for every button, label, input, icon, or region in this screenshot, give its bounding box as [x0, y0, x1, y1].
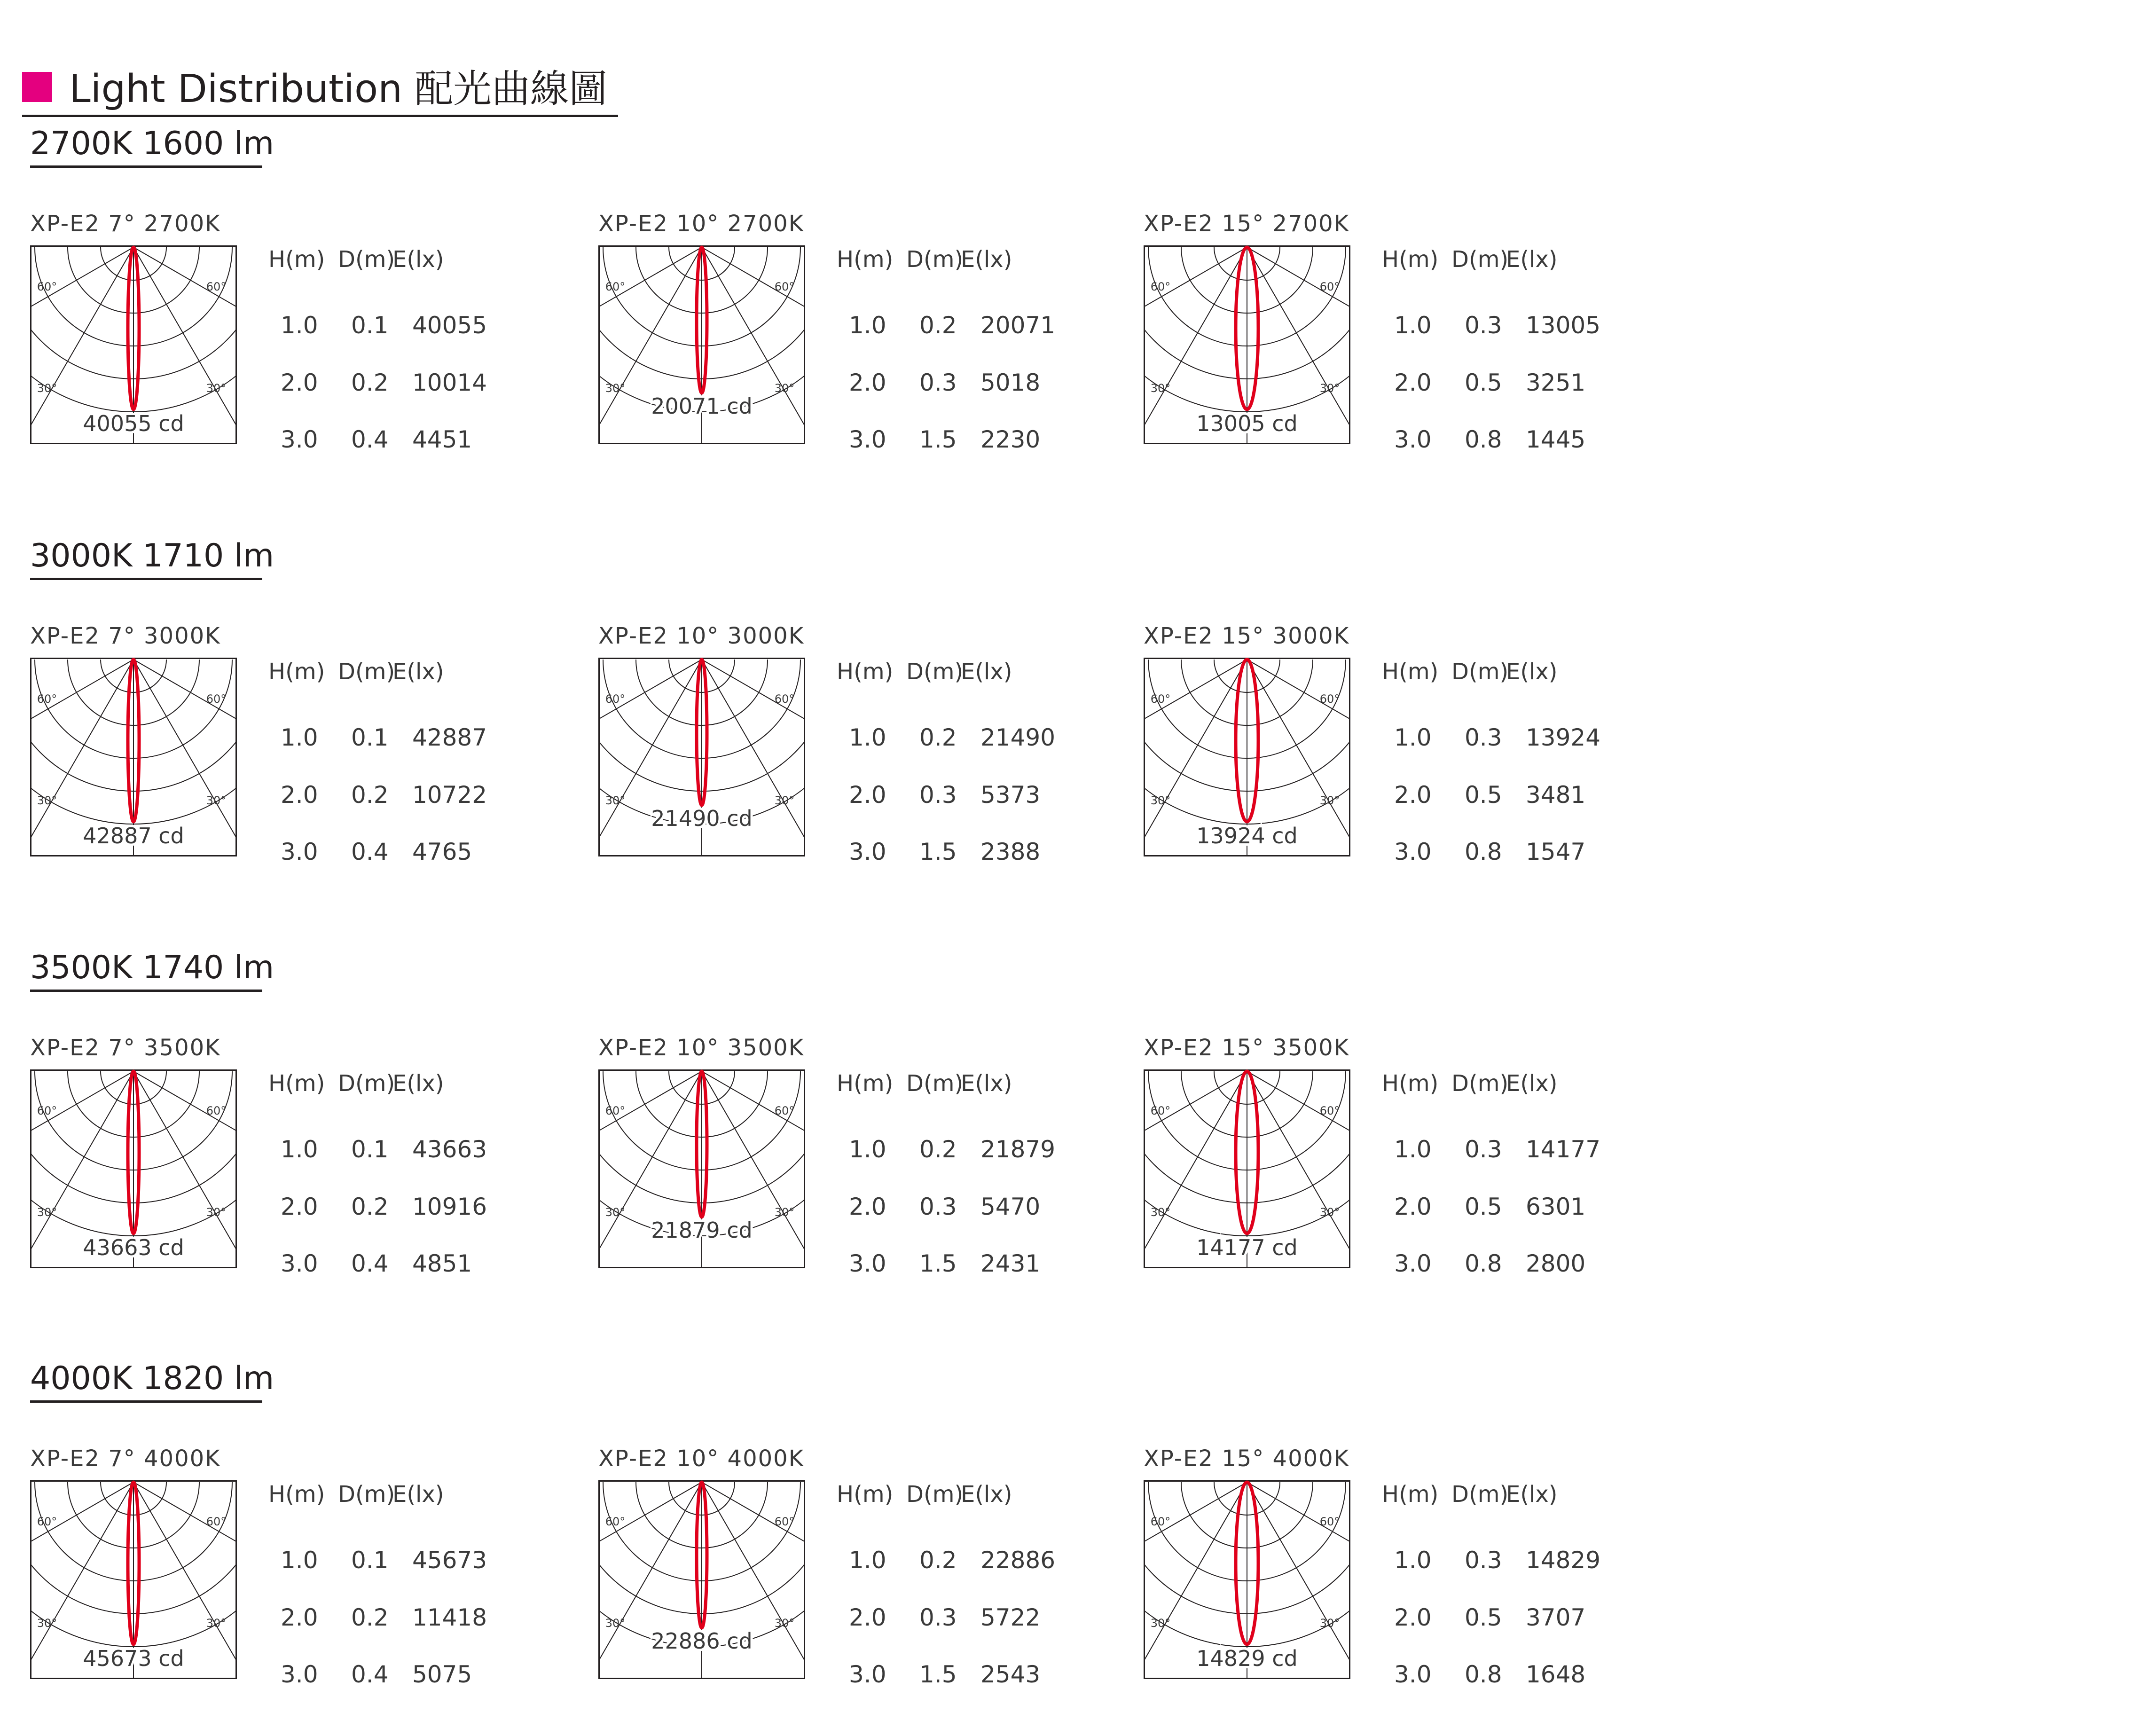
peak-intensity-label: 43663 cd — [83, 1235, 184, 1260]
angle-label-30-right: 30° — [1319, 382, 1340, 395]
table-cell: 0.8 — [1465, 838, 1502, 865]
chart-label: XP-E2 7° 4000K — [30, 1445, 221, 1472]
table-cell: 0.3 — [1465, 1547, 1502, 1574]
illuminance-table — [1382, 1069, 1626, 1276]
peak-intensity-label: 21879 cd — [651, 1218, 753, 1243]
distribution-block — [30, 210, 547, 473]
table-cell: 0.5 — [1465, 1604, 1502, 1631]
table-cell: 0.1 — [351, 1547, 389, 1574]
table-cell: 10014 — [412, 369, 487, 396]
table-cell: 0.2 — [919, 724, 957, 751]
table-header-1: D(m) — [1451, 1070, 1509, 1097]
table-cell: 3.0 — [849, 838, 886, 865]
polar-diagram — [598, 1069, 805, 1268]
angle-label-60-left: 60° — [37, 1515, 57, 1528]
chart-label: XP-E2 15° 3000K — [1144, 623, 1350, 649]
angle-label-60-right: 60° — [1319, 280, 1340, 293]
grid-radial — [1247, 1071, 1350, 1203]
table-cell: 0.3 — [1465, 312, 1502, 339]
polar-diagram — [30, 658, 237, 856]
polar-diagram-svg — [30, 1480, 237, 1679]
table-header-2: E(lx) — [392, 246, 444, 273]
polar-diagram — [1144, 245, 1350, 444]
table-cell: 2388 — [980, 838, 1041, 865]
table-cell: 11418 — [412, 1604, 487, 1631]
table-header-2: E(lx) — [1506, 659, 1558, 685]
table-cell: 4451 — [412, 426, 472, 453]
table-cell: 2.0 — [281, 781, 318, 809]
table-cell: 3481 — [1526, 781, 1586, 809]
polar-diagram-svg — [1144, 1480, 1350, 1679]
polar-diagram — [598, 1480, 805, 1679]
table-header-0: H(m) — [268, 659, 325, 685]
table-cell: 13924 — [1526, 724, 1601, 751]
table-header-2: E(lx) — [1506, 1070, 1558, 1097]
polar-diagram-svg — [1144, 245, 1350, 444]
illuminance-table — [1382, 1480, 1626, 1687]
polar-diagram — [30, 1069, 237, 1268]
table-cell: 2.0 — [849, 1604, 886, 1631]
cct-section — [30, 1360, 2098, 1736]
grid-radial — [1247, 1482, 1350, 1614]
peak-intensity-label: 45673 cd — [83, 1646, 184, 1671]
table-cell: 2230 — [980, 426, 1041, 453]
angle-label-60-left: 60° — [1150, 692, 1171, 706]
table-header-2: E(lx) — [1506, 246, 1558, 273]
illuminance-table — [837, 658, 1081, 864]
angle-label-30-right: 30° — [774, 794, 795, 807]
table-header-0: H(m) — [837, 1481, 894, 1508]
distribution-block — [598, 1445, 1115, 1708]
table-cell: 14829 — [1526, 1547, 1601, 1574]
table-cell: 1.5 — [919, 1661, 957, 1688]
table-cell: 0.2 — [351, 1193, 389, 1220]
chart-label: XP-E2 10° 3500K — [598, 1035, 805, 1061]
distribution-block — [598, 622, 1115, 885]
table-cell: 40055 — [412, 312, 487, 339]
table-cell: 3.0 — [1394, 1661, 1432, 1688]
table-header-1: D(m) — [338, 1070, 395, 1097]
distribution-block — [1144, 210, 1661, 473]
angle-label-30-left: 30° — [37, 382, 57, 395]
polar-diagram — [598, 245, 805, 444]
angle-label-30-right: 30° — [1319, 1206, 1340, 1219]
polar-diagram — [30, 1480, 237, 1679]
table-cell: 3.0 — [281, 1250, 318, 1277]
table-header-1: D(m) — [1451, 1481, 1509, 1508]
table-cell: 42887 — [412, 724, 487, 751]
angle-label-30-right: 30° — [206, 1206, 227, 1219]
angle-label-60-right: 60° — [1319, 1515, 1340, 1528]
angle-label-60-left: 60° — [605, 692, 626, 706]
grid-radial — [598, 1482, 702, 1614]
grid-radial — [133, 1071, 237, 1203]
polar-diagram-svg — [30, 245, 237, 444]
table-cell: 4851 — [412, 1250, 472, 1277]
polar-diagram-svg — [1144, 658, 1350, 856]
table-cell: 0.1 — [351, 724, 389, 751]
table-cell: 45673 — [412, 1547, 487, 1574]
table-cell: 13005 — [1526, 312, 1601, 339]
angle-label-60-right: 60° — [1319, 692, 1340, 706]
polar-diagram — [30, 245, 237, 444]
table-header-1: D(m) — [338, 246, 395, 273]
table-cell: 20071 — [980, 312, 1056, 339]
peak-intensity-label: 42887 cd — [83, 823, 184, 848]
table-cell: 10916 — [412, 1193, 487, 1220]
angle-label-60-left: 60° — [1150, 1104, 1171, 1117]
angle-label-60-right: 60° — [206, 692, 227, 706]
angle-label-30-left: 30° — [605, 1206, 626, 1219]
table-cell: 21879 — [980, 1136, 1056, 1163]
table-cell: 2543 — [980, 1661, 1041, 1688]
peak-intensity-label: 14829 cd — [1196, 1646, 1298, 1671]
table-header-1: D(m) — [338, 1481, 395, 1508]
page-title: Light Distribution 配光曲線圖 — [69, 67, 608, 111]
illuminance-table — [268, 245, 513, 452]
angle-label-30-right: 30° — [1319, 1617, 1340, 1630]
table-cell: 0.4 — [351, 1661, 389, 1688]
table-header-0: H(m) — [1382, 1481, 1439, 1508]
table-cell: 1.0 — [849, 312, 886, 339]
table-cell: 0.3 — [1465, 724, 1502, 751]
section-title: 3000K 1710 lm — [30, 537, 262, 580]
table-cell: 0.3 — [919, 1604, 957, 1631]
table-cell: 1.0 — [849, 1136, 886, 1163]
table-header-1: D(m) — [906, 659, 964, 685]
table-cell: 3.0 — [849, 1250, 886, 1277]
angle-label-30-left: 30° — [1150, 1617, 1171, 1630]
cct-section — [30, 949, 2098, 1325]
chart-label: XP-E2 10° 2700K — [598, 211, 805, 237]
grid-radial — [1247, 247, 1350, 379]
table-cell: 1.5 — [919, 838, 957, 865]
table-cell: 0.5 — [1465, 1193, 1502, 1220]
table-cell: 2.0 — [281, 1604, 318, 1631]
table-cell: 1445 — [1526, 426, 1586, 453]
table-cell: 0.8 — [1465, 1661, 1502, 1688]
table-cell: 0.5 — [1465, 781, 1502, 809]
table-cell: 1.0 — [281, 1547, 318, 1574]
table-header-2: E(lx) — [392, 1481, 444, 1508]
page-header — [22, 66, 618, 117]
table-cell: 3.0 — [281, 426, 318, 453]
table-header-2: E(lx) — [1506, 1481, 1558, 1508]
illuminance-table — [1382, 245, 1626, 452]
polar-diagram — [1144, 1480, 1350, 1679]
table-cell: 2.0 — [849, 1193, 886, 1220]
peak-intensity-label: 22886 cd — [651, 1628, 753, 1654]
table-cell: 0.3 — [919, 1193, 957, 1220]
angle-label-60-left: 60° — [605, 1515, 626, 1528]
table-cell: 2.0 — [1394, 781, 1432, 809]
table-cell: 1.0 — [849, 724, 886, 751]
header-accent-square — [22, 72, 52, 102]
table-cell: 43663 — [412, 1136, 487, 1163]
peak-intensity-label: 20071 cd — [651, 393, 753, 419]
angle-label-30-left: 30° — [1150, 382, 1171, 395]
angle-label-60-right: 60° — [206, 1104, 227, 1117]
peak-intensity-label: 21490 cd — [651, 806, 753, 831]
illuminance-table — [268, 1480, 513, 1687]
grid-radial — [1144, 247, 1247, 379]
angle-label-30-left: 30° — [37, 794, 57, 807]
table-cell: 5373 — [980, 781, 1041, 809]
table-cell: 0.4 — [351, 426, 389, 453]
angle-label-30-right: 30° — [1319, 794, 1340, 807]
table-cell: 2.0 — [1394, 1604, 1432, 1631]
angle-label-30-left: 30° — [37, 1617, 57, 1630]
table-cell: 1.5 — [919, 1250, 957, 1277]
grid-radial — [702, 1071, 805, 1203]
chart-label: XP-E2 10° 4000K — [598, 1445, 805, 1472]
polar-diagram-svg — [598, 658, 805, 856]
table-cell: 5470 — [980, 1193, 1041, 1220]
table-cell: 3251 — [1526, 369, 1586, 396]
table-cell: 2.0 — [281, 369, 318, 396]
polar-diagram-svg — [30, 658, 237, 856]
table-header-1: D(m) — [1451, 246, 1509, 273]
angle-label-60-left: 60° — [605, 1104, 626, 1117]
angle-label-60-left: 60° — [37, 1104, 57, 1117]
table-cell: 1.0 — [281, 724, 318, 751]
table-header-0: H(m) — [837, 246, 894, 273]
table-cell: 1.0 — [1394, 1136, 1432, 1163]
table-cell: 0.3 — [919, 781, 957, 809]
illuminance-table — [268, 1069, 513, 1276]
grid-radial — [702, 247, 805, 379]
table-cell: 3.0 — [281, 838, 318, 865]
grid-radial — [133, 247, 237, 379]
table-cell: 21490 — [980, 724, 1056, 751]
polar-diagram — [598, 658, 805, 856]
illuminance-table — [837, 245, 1081, 452]
angle-label-30-left: 30° — [605, 794, 626, 807]
table-cell: 0.2 — [919, 1547, 957, 1574]
table-cell: 0.1 — [351, 312, 389, 339]
distribution-block — [598, 1034, 1115, 1297]
table-cell: 5722 — [980, 1604, 1041, 1631]
angle-label-60-right: 60° — [206, 280, 227, 293]
angle-label-30-left: 30° — [1150, 1206, 1171, 1219]
grid-radial — [133, 1482, 237, 1614]
table-cell: 0.8 — [1465, 426, 1502, 453]
angle-label-30-left: 30° — [37, 1206, 57, 1219]
angle-label-30-right: 30° — [206, 1617, 227, 1630]
grid-radial — [1144, 1071, 1247, 1203]
table-cell: 3.0 — [849, 1661, 886, 1688]
table-header-2: E(lx) — [392, 659, 444, 685]
grid-radial — [30, 660, 133, 791]
angle-label-30-left: 30° — [1150, 794, 1171, 807]
table-header-1: D(m) — [906, 246, 964, 273]
table-cell: 1.0 — [281, 312, 318, 339]
angle-label-60-left: 60° — [37, 692, 57, 706]
angle-label-60-left: 60° — [1150, 280, 1171, 293]
peak-intensity-label: 40055 cd — [83, 411, 184, 436]
table-header-2: E(lx) — [961, 659, 1012, 685]
angle-label-60-right: 60° — [774, 1515, 795, 1528]
table-cell: 1.0 — [849, 1547, 886, 1574]
table-cell: 2431 — [980, 1250, 1041, 1277]
table-cell: 1648 — [1526, 1661, 1586, 1688]
section-title: 3500K 1740 lm — [30, 949, 262, 992]
angle-label-60-right: 60° — [206, 1515, 227, 1528]
distribution-block — [30, 1445, 547, 1708]
chart-label: XP-E2 7° 3500K — [30, 1035, 221, 1061]
table-cell: 1.5 — [919, 426, 957, 453]
table-cell: 3.0 — [1394, 1250, 1432, 1277]
distribution-block — [1144, 1034, 1661, 1297]
table-cell: 0.3 — [919, 369, 957, 396]
table-cell: 0.1 — [351, 1136, 389, 1163]
angle-label-60-left: 60° — [37, 280, 57, 293]
angle-label-30-right: 30° — [774, 382, 795, 395]
polar-diagram-svg — [598, 1069, 805, 1268]
chart-label: XP-E2 15° 4000K — [1144, 1445, 1350, 1472]
grid-radial — [1247, 660, 1350, 791]
distribution-block — [1144, 1445, 1661, 1708]
table-header-1: D(m) — [338, 659, 395, 685]
chart-label: XP-E2 7° 3000K — [30, 623, 221, 649]
table-header-0: H(m) — [837, 659, 894, 685]
table-header-0: H(m) — [268, 246, 325, 273]
polar-diagram-svg — [598, 1480, 805, 1679]
table-cell: 3707 — [1526, 1604, 1586, 1631]
distribution-block — [598, 210, 1115, 473]
table-cell: 0.3 — [1465, 1136, 1502, 1163]
angle-label-60-left: 60° — [605, 280, 626, 293]
illuminance-table — [837, 1069, 1081, 1276]
distribution-block — [30, 622, 547, 885]
illuminance-table — [837, 1480, 1081, 1687]
table-cell: 3.0 — [1394, 426, 1432, 453]
table-cell: 2800 — [1526, 1250, 1586, 1277]
grid-radial — [30, 1482, 133, 1614]
polar-diagram-svg — [30, 1069, 237, 1268]
table-cell: 1.0 — [1394, 724, 1432, 751]
table-header-0: H(m) — [268, 1070, 325, 1097]
angle-label-30-right: 30° — [774, 1617, 795, 1630]
table-cell: 0.5 — [1465, 369, 1502, 396]
grid-radial — [598, 247, 702, 379]
angle-label-60-right: 60° — [1319, 1104, 1340, 1117]
table-cell: 2.0 — [1394, 369, 1432, 396]
table-cell: 5018 — [980, 369, 1041, 396]
table-header-0: H(m) — [1382, 246, 1439, 273]
grid-radial — [598, 1071, 702, 1203]
table-cell: 0.4 — [351, 1250, 389, 1277]
cct-section — [30, 125, 2098, 501]
grid-radial — [598, 660, 702, 791]
table-cell: 3.0 — [281, 1661, 318, 1688]
chart-label: XP-E2 15° 2700K — [1144, 211, 1350, 237]
table-header-1: D(m) — [906, 1481, 964, 1508]
angle-label-30-right: 30° — [206, 794, 227, 807]
peak-intensity-label: 13924 cd — [1196, 823, 1298, 848]
table-header-0: H(m) — [1382, 1070, 1439, 1097]
illuminance-table — [268, 658, 513, 864]
table-cell: 3.0 — [1394, 838, 1432, 865]
table-cell: 0.2 — [351, 1604, 389, 1631]
table-cell: 2.0 — [849, 781, 886, 809]
grid-radial — [133, 660, 237, 791]
table-cell: 0.2 — [351, 369, 389, 396]
angle-label-30-left: 30° — [605, 382, 626, 395]
table-cell: 0.4 — [351, 838, 389, 865]
grid-radial — [30, 1071, 133, 1203]
grid-radial — [702, 660, 805, 791]
distribution-block — [30, 1034, 547, 1297]
table-cell: 0.8 — [1465, 1250, 1502, 1277]
section-title: 2700K 1600 lm — [30, 125, 262, 168]
table-cell: 1.0 — [1394, 312, 1432, 339]
angle-label-30-right: 30° — [206, 382, 227, 395]
table-cell: 5075 — [412, 1661, 472, 1688]
table-header-2: E(lx) — [961, 1070, 1012, 1097]
chart-label: XP-E2 15° 3500K — [1144, 1035, 1350, 1061]
angle-label-30-right: 30° — [774, 1206, 795, 1219]
peak-intensity-label: 13005 cd — [1196, 411, 1298, 436]
table-header-2: E(lx) — [392, 1070, 444, 1097]
table-cell: 6301 — [1526, 1193, 1586, 1220]
table-header-1: D(m) — [906, 1070, 964, 1097]
table-header-2: E(lx) — [961, 246, 1012, 273]
chart-label: XP-E2 10° 3000K — [598, 623, 805, 649]
grid-radial — [702, 1482, 805, 1614]
table-cell: 2.0 — [1394, 1193, 1432, 1220]
table-header-0: H(m) — [837, 1070, 894, 1097]
peak-intensity-label: 14177 cd — [1196, 1235, 1298, 1260]
angle-label-60-right: 60° — [774, 1104, 795, 1117]
table-cell: 2.0 — [281, 1193, 318, 1220]
grid-radial — [1144, 1482, 1247, 1614]
illuminance-table — [1382, 658, 1626, 864]
table-cell: 14177 — [1526, 1136, 1601, 1163]
chart-label: XP-E2 7° 2700K — [30, 211, 221, 237]
table-header-1: D(m) — [1451, 659, 1509, 685]
polar-diagram-svg — [598, 245, 805, 444]
table-cell: 1.0 — [1394, 1547, 1432, 1574]
angle-label-60-right: 60° — [774, 692, 795, 706]
table-cell: 0.2 — [919, 1136, 957, 1163]
polar-diagram — [1144, 1069, 1350, 1268]
table-cell: 2.0 — [849, 369, 886, 396]
polar-diagram — [1144, 658, 1350, 856]
grid-radial — [30, 247, 133, 379]
table-header-0: H(m) — [268, 1481, 325, 1508]
section-title: 4000K 1820 lm — [30, 1360, 262, 1403]
grid-radial — [1144, 660, 1247, 791]
polar-diagram-svg — [1144, 1069, 1350, 1268]
table-cell: 0.2 — [351, 781, 389, 809]
angle-label-30-left: 30° — [605, 1617, 626, 1630]
distribution-block — [1144, 622, 1661, 885]
table-cell: 1547 — [1526, 838, 1586, 865]
table-cell: 22886 — [980, 1547, 1056, 1574]
angle-label-60-left: 60° — [1150, 1515, 1171, 1528]
table-header-2: E(lx) — [961, 1481, 1012, 1508]
cct-section — [30, 537, 2098, 913]
table-cell: 4765 — [412, 838, 472, 865]
table-cell: 10722 — [412, 781, 487, 809]
table-cell: 3.0 — [849, 426, 886, 453]
table-cell: 0.2 — [919, 312, 957, 339]
angle-label-60-right: 60° — [774, 280, 795, 293]
table-header-0: H(m) — [1382, 659, 1439, 685]
table-cell: 1.0 — [281, 1136, 318, 1163]
